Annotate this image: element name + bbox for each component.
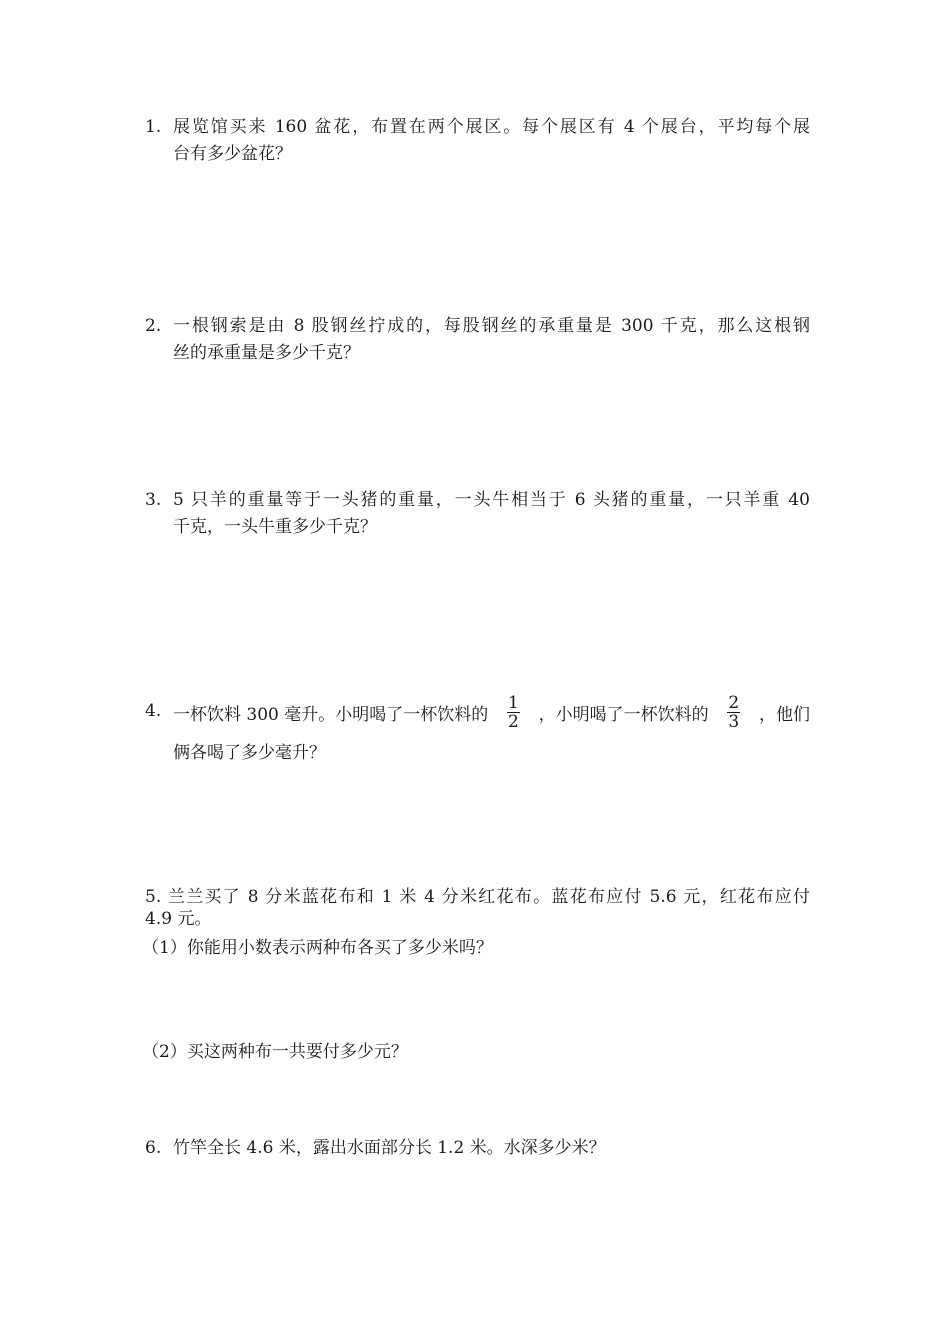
question-number: 6. xyxy=(145,1138,162,1158)
fraction-one-half xyxy=(507,694,520,731)
question-4 xyxy=(145,693,810,768)
fraction-numerator: 1 xyxy=(508,693,519,713)
question-text-segment: 一杯饮料 300 毫升。小明喝了一杯饮料的 xyxy=(173,704,489,725)
fraction-two-thirds xyxy=(727,694,740,731)
question-text-line: 台有多少盆花？ xyxy=(173,144,292,164)
question-2 xyxy=(145,313,810,367)
question-6 xyxy=(145,1135,810,1162)
question-text-line: 一根钢索是由 8 股钢丝拧成的，每股钢丝的承重量是 300 千克，那么这根钢 xyxy=(173,316,810,336)
fraction-numerator: 2 xyxy=(728,693,740,713)
question-text-line: 丝的承重量是多少千克？ xyxy=(173,343,360,363)
question-text-line: 俩各喝了多少毫升？ xyxy=(173,743,326,763)
question-text-segment: ，他们 xyxy=(758,704,810,725)
question-5 xyxy=(145,886,810,930)
question-text-segment: ，小明喝了一杯饮料的 xyxy=(538,704,709,725)
question-number: 3. xyxy=(145,490,162,510)
question-5-sub-1: （1）你能用小数表示两种布各买了多少米吗？ xyxy=(142,938,493,958)
question-text-line: 5. 兰兰买了 8 分米蓝花布和 1 米 4 分米红花布。蓝花布应付 5.6 元，红花布应付 xyxy=(145,887,810,907)
question-number: 2. xyxy=(145,316,162,336)
fraction-denominator: 3 xyxy=(728,712,740,732)
question-text-line: 4.9 元。 xyxy=(145,909,212,929)
question-number: 4. xyxy=(145,701,162,721)
question-number: 1. xyxy=(145,117,162,137)
question-text-line: 千克，一头牛重多少千克？ xyxy=(173,517,377,537)
question-5-sub-2: （2）买这两种布一共要付多少元？ xyxy=(142,1042,408,1062)
question-text-line: 5 只羊的重量等于一头猪的重量，一头牛相当于 6 头猪的重量，一只羊重 40 xyxy=(173,490,810,510)
question-1 xyxy=(145,114,810,168)
question-3 xyxy=(145,487,810,541)
fraction-denominator: 2 xyxy=(508,712,519,732)
question-text-line xyxy=(173,693,810,733)
question-text-line: 竹竿全长 4.6 米，露出水面部分长 1.2 米。水深多少米？ xyxy=(173,1138,606,1158)
question-text-line: 展览馆买来 160 盆花，布置在两个展区。每个展区有 4 个展台，平均每个展 xyxy=(173,117,810,137)
